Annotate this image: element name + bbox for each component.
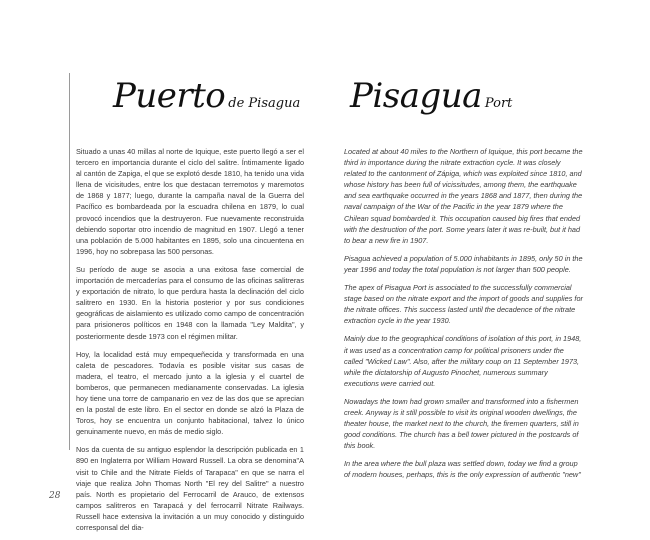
english-paragraph: Mainly due to the geographical conditions of isolation of this port, in 1948, it was used as a concentration camp for political prisoners under the called "Wicked Law". Also, after the military coup on 11 September 1973, while the dictatorship of Augusto Pinochet, numerous summary executions were carried out. xyxy=(344,334,582,388)
english-paragraph: Located at about 40 miles to the Northern of Iquique, this port became the third in importance during the nitrate extraction cycle. It was closely related to the cantonment of Zápiga, which was exploited since 1810, and whose history has been full of vicissitudes, among them, the earthquake and sea earthquake occurred in the years 1868 and 1877, then during the naval campaign of the War of the Pacific in the year 1879 where the Chilean squad bombarded it. This occupation caused big fires that ended with the destruction of the port. Some years later it was re-built, but it had to bear a new fire in 1907. xyxy=(344,147,583,245)
left-page-title xyxy=(113,76,300,116)
english-paragraph: The apex of Pisagua Port is associated to the successfully commercial stage based on the nitrate export and the import of goods and supplies for the nitrate offices. This success lasted until the decadence of the nitrate extraction cycle in the year 1930. xyxy=(344,283,583,326)
right-page-title xyxy=(350,76,512,116)
english-paragraph: In the area where the bull plaza was settled down, today we find a group of modern houses, perhaps, this is the only expression of authentic "new" xyxy=(344,459,581,480)
english-text-column xyxy=(344,146,584,488)
english-paragraph: Nowadays the town had grown smaller and transformed into a fishermen creek. Anyway is it still possible to visit its original wooden dwellings, the theater house, the market next to the church, the firemen quarters, still in good conditions. The church has a bell tower pictured in the postcards of this book. xyxy=(344,396,579,451)
spanish-paragraph: Nos da cuenta de su antiguo esplendor la descripción publicada en 1 890 en Inglaterra por William Howard Russell. La obra se denomina"A visit to Chile and the Nitrate Fields of Tarapaca" en que se narra el viaje que realiza John Thomas North "El rey del Salitre" a nuestro país. North es propietario del Ferrocarril de Arauco, de extensos campos salitreros en Tarapacá y del ferrocarril Nitrate Railways. Russell hace extensiva la invitación a un muy conocido y distinguido corresponsal del dia- xyxy=(76,445,304,532)
spanish-text-column xyxy=(76,146,304,540)
right-title-main: Pisagua xyxy=(350,76,482,116)
spanish-paragraph: Su período de auge se asocia a una exitosa fase comercial de importación de mercaderías para el consumo de las oficinas salitreras y exportación de nitrato, lo que perdura hasta la declinación del ciclo salitrero en 1930. En la historia posterior y por sus condiciones geográficas de aislamiento es utilizado como campo de concentración para prisioneros políticos en 1948 con la llamada "Ley Maldita", y posteriormente desde 1973 con el régimen militar. xyxy=(76,264,304,341)
left-title-main: Puerto xyxy=(113,76,226,116)
page-number: 28 xyxy=(49,491,61,501)
right-title-sub: Port xyxy=(484,96,513,111)
left-title-sub: de Pisagua xyxy=(228,96,301,111)
margin-rule xyxy=(69,73,70,450)
spanish-paragraph: Situado a unas 40 millas al norte de Iquique, este puerto llegó a ser el tercero en importancia durante el ciclo del salitre. Íntimamente ligado al cantón de Zapiga, el que se explotó desde 1810, ha tenido una vida llena de vicisitudes, entre los que destacan terremotos y maremotos de 1868 y 1877; luego, durante la campaña naval de la Guerra del Pacífico es bombardeada por la escuadra chilena en 1879, lo cual provocó incendios que la destruyeron. Fue nuevamente reconstruida debiendo soportar otro incendio de magnitud en 1907. Llegó a tener una población de 5.000 habitantes en 1895, solo una cincuentena en 1996, hoy no sobrepasa las 500 personas. xyxy=(76,147,304,256)
english-paragraph: Pisagua achieved a population of 5.000 inhabitants in 1895, only 50 in the year 1996 and today the total population is not larger than 500 people. xyxy=(344,253,583,274)
spanish-paragraph: Hoy, la localidad está muy empequeñecida y transformada en una caleta de pescadores. Todavía es posible visitar sus casas de madera, el teatro, el mercado junto a la iglesia y el cuartel de bomberos, que permanecen medianamente conservadas. La iglesia hoy tiene una torre de campanario en vez de las dos que se aprecian en la postal de este libro. En el sector en donde se alzó la Plaza de Toros, hoy se encuentra un conjunto habitacional, talvez lo único genuinamente nuevo, en más de medio siglo. xyxy=(76,349,304,437)
